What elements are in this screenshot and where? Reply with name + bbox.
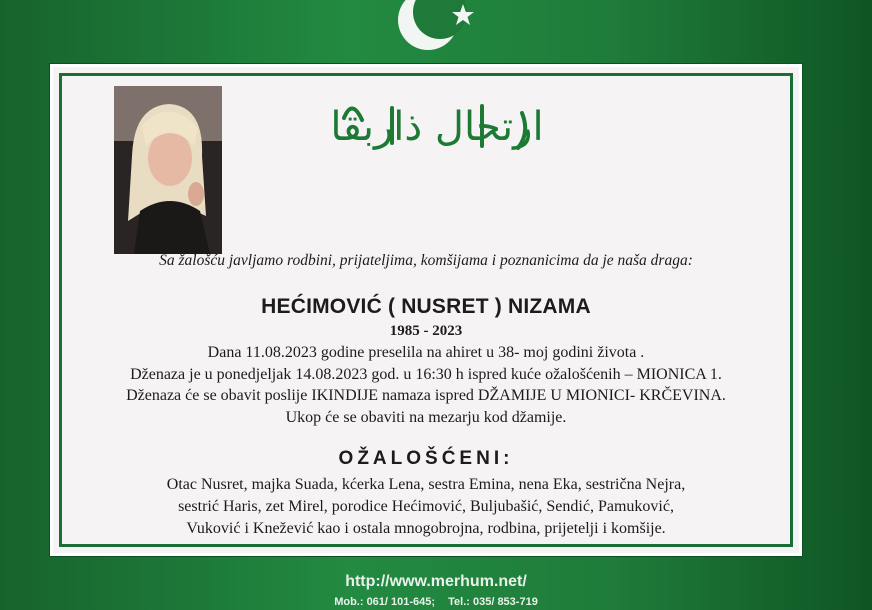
funeral-place-line: Dženaza će se obavit poslije IKINDIJE namaza ispred DŽAMIJE U MIONICI- KRČEVINA.: [126, 387, 726, 404]
website-url: http://www.merhum.net/: [345, 573, 527, 590]
death-date-line: Dana 11.08.2023 godine preselila na ahiret u 38- moj godini života .: [207, 344, 645, 361]
mourners-line: sestrić Haris, zet Mirel, porodice Hećimović, Buljubašić, Sendić, Pamuković,: [178, 498, 674, 515]
deceased-photo: [114, 86, 222, 254]
burial-line: Ukop će se obaviti na mezarju kod džamije.: [285, 409, 567, 426]
funeral-time-line: Dženaza je u ponedjeljak 14.08.2023 god. u 16:30 h ispred kuće ožalošćenih – MIONICA 1.: [130, 366, 722, 383]
card-frame: [59, 73, 793, 547]
mourners-line: Vuković i Knežević kao i ostala mnogobrojna, rodbina, prijetelji i komšije.: [186, 520, 666, 537]
crescent-star-icon: [398, 0, 488, 62]
intro-text: Sa žalošću javljamo rodbini, prijateljima, komšijama i poznanicima da je naša draga:: [159, 252, 693, 269]
life-years: 1985 - 2023: [389, 323, 463, 339]
telephone-number: Tel.: 035/ 853-719: [448, 596, 538, 608]
mourners-line: Otac Nusret, majka Suada, kćerka Lena, sestra Emina, nena Eka, sestrična Nejra,: [166, 476, 686, 493]
contact-phones: [0, 596, 872, 608]
mobile-number: Mob.: 061/ 101-645;: [334, 596, 436, 608]
mourners-title: OŽALOŠĆENI:: [338, 448, 514, 469]
deceased-name: HEĆIMOVIĆ ( NUSRET ) NIZAMA: [261, 295, 591, 318]
calligraphy-text: ارتحال ذاربقا: [332, 104, 542, 150]
obituary-card: [50, 64, 802, 556]
arabic-calligraphy: [332, 88, 542, 168]
